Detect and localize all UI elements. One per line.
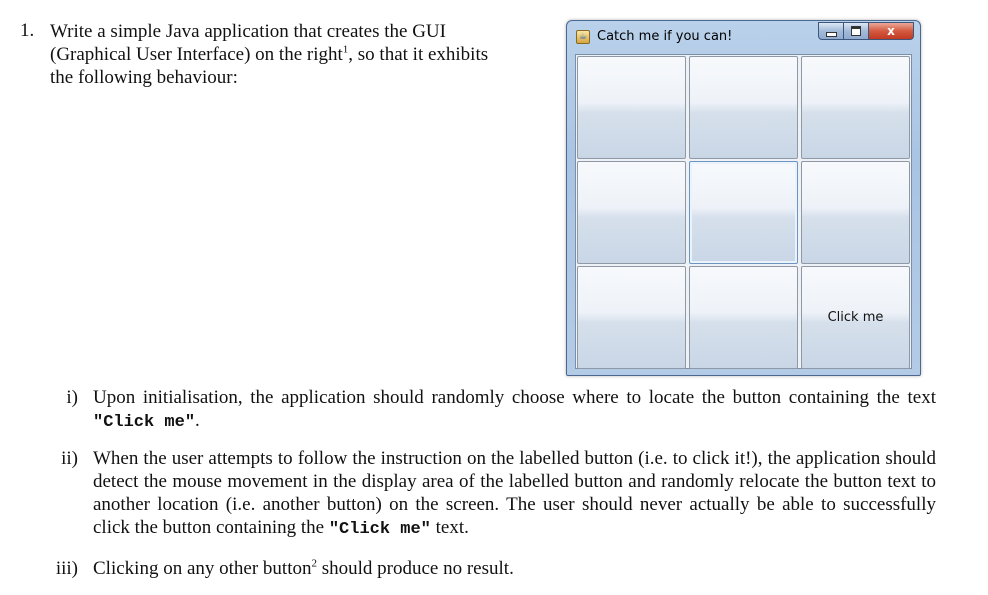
button-grid: [577, 56, 910, 369]
intro-line-3: the following behaviour:: [50, 67, 238, 88]
grid-button-4[interactable]: [577, 161, 686, 264]
question-intro: [50, 20, 545, 89]
gui-window: [566, 20, 921, 376]
item-i-text-b: .: [195, 410, 200, 431]
minimize-button[interactable]: [818, 22, 844, 40]
title-bar[interactable]: [567, 21, 920, 54]
close-button[interactable]: [869, 22, 914, 40]
item-ii-text-b: text.: [430, 517, 469, 538]
item-iii-text-a: Clicking on any other button: [93, 558, 312, 579]
close-icon: x: [887, 24, 895, 38]
grid-button-8[interactable]: [689, 266, 798, 369]
grid-button-6[interactable]: [801, 161, 910, 264]
item-iii-text-b: should produce no result.: [316, 558, 514, 579]
item-i-text: [93, 386, 936, 434]
grid-button-5[interactable]: [689, 161, 798, 264]
intro-line-2a: (Graphical User Interface) on the right: [50, 44, 343, 65]
footnote-ref-2: 2: [311, 557, 317, 570]
footnote-ref-1: 1: [342, 43, 349, 56]
item-iii-text: [93, 557, 936, 580]
intro-line-2b: , so that it exhibits: [348, 44, 489, 65]
item-ii-text-a: When the user attempts to follow the instruction on the labelled button (i.e. to click it!), the application should detect the mouse movement in the display area of the labelled button and randomly relocate the button text to another location (i.e. another button) on the screen. The user should never actually be able to successfully click the button containing the: [93, 448, 936, 538]
click-me-button[interactable]: Click me: [801, 266, 910, 369]
grid-button-1[interactable]: [577, 56, 686, 159]
client-area: [575, 54, 912, 369]
question-number: 1.: [20, 20, 35, 41]
item-numeral-iii: iii): [55, 558, 78, 579]
item-i-code: "Click me": [93, 413, 196, 432]
grid-button-3[interactable]: [801, 56, 910, 159]
grid-button-7[interactable]: [577, 266, 686, 369]
item-ii-code: "Click me": [328, 520, 431, 539]
window-controls: [818, 22, 914, 40]
item-numeral-i: i): [66, 387, 78, 408]
grid-button-2[interactable]: [689, 56, 798, 159]
minimize-icon: [826, 32, 837, 37]
intro-line-1: Write a simple Java application that creates the GUI: [50, 21, 446, 42]
maximize-icon: [851, 26, 861, 36]
maximize-button[interactable]: [844, 22, 869, 40]
item-numeral-ii: ii): [61, 448, 78, 469]
item-ii-text: [93, 447, 936, 541]
window-title: Catch me if you can!: [597, 29, 733, 44]
item-i-text-a: Upon initialisation, the application should randomly choose where to locate the button containing the text: [93, 387, 936, 408]
java-cup-icon: ☕: [576, 30, 590, 44]
